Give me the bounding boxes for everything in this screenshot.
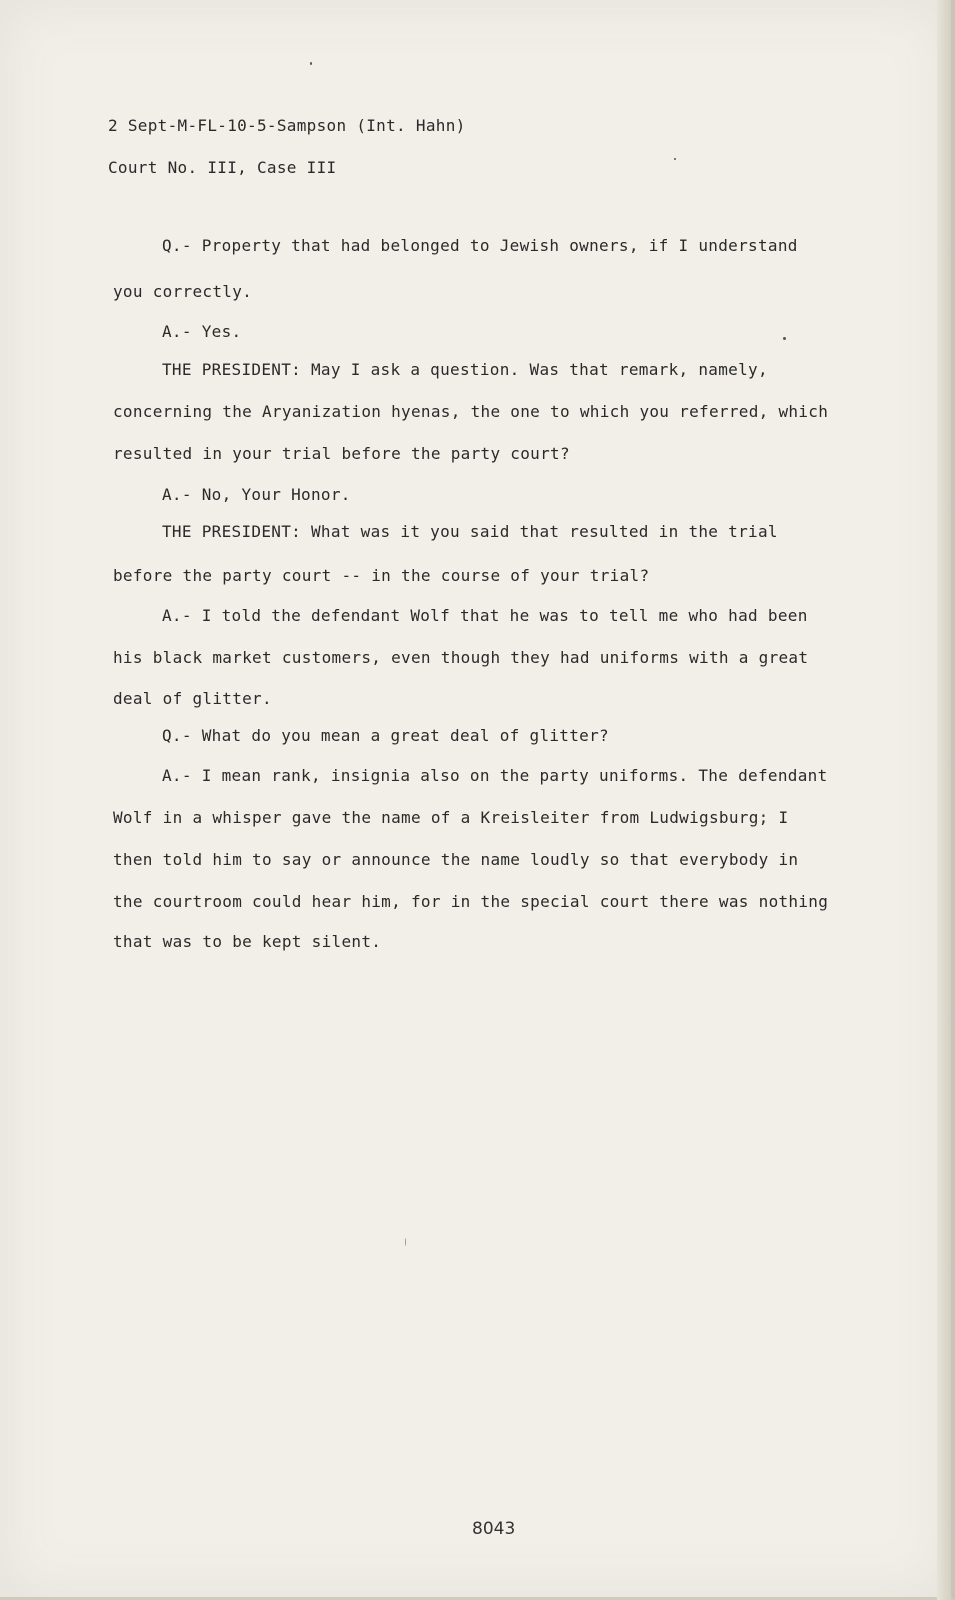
transcript-line: A.- I mean rank, insignia also on the party uniforms. The defendant (162, 766, 828, 785)
transcript-line: deal of glitter. (113, 689, 272, 708)
header-reference: 2 Sept-M-FL-10-5-Sampson (Int. Hahn) (108, 116, 466, 135)
header-court: Court No. III, Case III (108, 158, 337, 177)
transcript-line: before the party court -- in the course of your trial? (113, 566, 650, 585)
transcript-line: THE PRESIDENT: May I ask a question. Was that remark, namely, (162, 360, 768, 379)
paper-speck (674, 158, 676, 160)
page-edge (937, 0, 951, 1600)
transcript-line: then told him to say or announce the name loudly so that everybody in (113, 850, 799, 869)
paper-speck (783, 337, 786, 340)
transcript-line: A.- I told the defendant Wolf that he was to tell me who had been (162, 606, 808, 625)
transcript-line: his black market customers, even though they had uniforms with a great (113, 648, 809, 667)
transcript-line: THE PRESIDENT: What was it you said that resulted in the trial (162, 522, 778, 541)
transcript-line: that was to be kept silent. (113, 932, 382, 951)
paper-speck (310, 62, 312, 65)
transcript-line: Q.- What do you mean a great deal of glitter? (162, 726, 609, 745)
transcript-line: the courtroom could hear him, for in the special court there was nothing (113, 892, 829, 911)
transcript-line: A.- No, Your Honor. (162, 485, 351, 504)
transcript-line: Wolf in a whisper gave the name of a Kreisleiter from Ludwigsburg; I (113, 808, 789, 827)
transcript-line: you correctly. (113, 282, 253, 301)
transcript-line: resulted in your trial before the party court? (113, 444, 570, 463)
transcript-line: A.- Yes. (162, 322, 242, 341)
paper-speck (405, 1238, 406, 1246)
transcript-line: Q.- Property that had belonged to Jewish owners, if I understand (162, 236, 798, 255)
page-number: 8043 (472, 1519, 516, 1539)
transcript-line: concerning the Aryanization hyenas, the one to which you referred, which (113, 402, 829, 421)
